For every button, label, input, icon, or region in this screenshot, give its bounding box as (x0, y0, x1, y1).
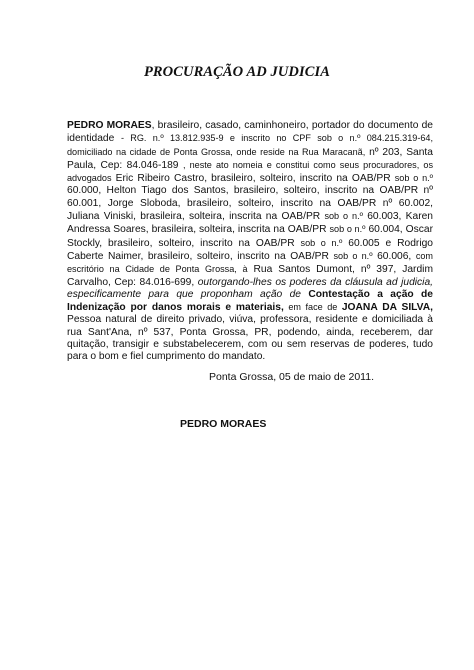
body-segment: com escritório na Cidade de Ponta Grossa, à (67, 250, 433, 275)
body-segment: 60.004, Oscar Stockly, brasileiro, solteiro, inscrito na OAB/PR (67, 224, 433, 249)
date-line: Ponta Grossa, 05 de maio de 2011. (209, 371, 374, 383)
body-segment: sob o n.º (394, 173, 433, 184)
body-segment: sob o n.º (333, 250, 373, 261)
body-segment: 60.005 e Rodrigo Caberte Naimer, brasileiro, solteiro, inscrito na OAB/PR (67, 237, 434, 262)
document-title: PROCURAÇÃO AD JUDICIA (143, 64, 331, 80)
opposing-party-name: JOANA DA SILVA, (341, 302, 433, 314)
signature-name: PEDRO MORAES (180, 418, 267, 430)
body-segment: 60.006, (372, 250, 416, 262)
grantor-name: PEDRO MORAES (67, 120, 152, 131)
body-segment: em face de (283, 302, 342, 313)
body-segment: , neste ato nomeia e constitui como seus procuradores, os advogados (67, 159, 433, 184)
body-segment: Eric Ribeiro Castro, brasileiro, solteiro, inscrito na OAB/PR (111, 173, 395, 185)
body-segment: sob o n.º (329, 224, 366, 235)
body-segment: nº 203, Santa Paula, Cep: 84.046-189 (67, 146, 433, 171)
body-segment: 60.000, Helton Tiago dos Santos, brasileiro, solteiro, inscrito na OAB/PR nº 60.001, Jorge Sloboda, brasileiro, solteiro, inscrito na OAB/PR nº 60.002, Juliana Viniski, brasileira, solteira, inscrita na OAB/PR (67, 185, 433, 223)
body-segment: , brasileiro, casado, caminhoneiro, portador do documento de identidade (67, 120, 433, 145)
document-body (67, 120, 433, 364)
body-segment: 60.003, Karen Andressa Soares, brasileira, solteira, inscrita na OAB/PR (67, 211, 434, 236)
action-type: Contestação a ação de Indenização por danos morais e materiais, (67, 288, 434, 314)
body-segment: sob o n.º (300, 237, 343, 248)
body-segment: Rua Santos Dumont, nº 397, Jardim Carvalho, Cep: 84.016-699, (67, 264, 433, 288)
body-segment: sob o n.º (324, 211, 363, 222)
body-segment: - RG. n.º 13.812.935-9 e inscrito no CPF sob o n.º 084.215.319-64, domiciliado na cidade de Ponta Grossa, onde reside na Rua Maracanã, (67, 133, 433, 157)
body-segment-italic: outorgando-lhes os poderes da cláusula ad judicia, especificamente para que proponham ação de (67, 276, 433, 300)
body-segment: Pessoa natural de direito privado, viúva, professora, residente e domiciliada à rua Sant'Ana, nº 537, Ponta Grossa, PR, podendo, ainda, receberem, dar quitação, transigir e substabelecerem, com ou sem reservas de poderes, tudo para o bom e fiel cumprimento do mandato. (67, 314, 433, 363)
